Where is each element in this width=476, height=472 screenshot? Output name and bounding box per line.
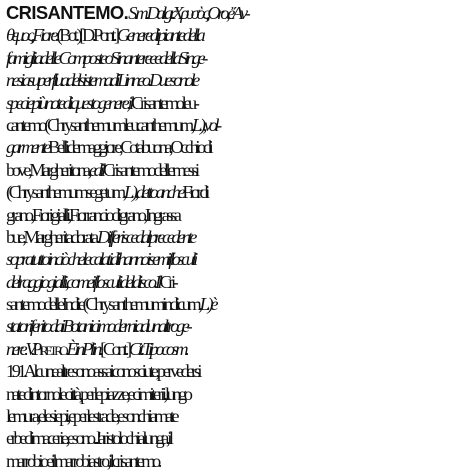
- text-segment: sopratutto in ciò che le calatidi hanno i semiflosculi: [6, 249, 195, 270]
- text-segment: marrobio e il marrobiastro, il crisantemo.: [6, 450, 159, 471]
- text-segment: [Cont.]: [100, 338, 129, 359]
- entry-line: [6, 2, 472, 24]
- entry-line: [6, 405, 472, 427]
- entry-line: [6, 92, 472, 114]
- text-segment: S. m. Dal gr. Χρυσὸς, Oro, e Ἄν-: [128, 3, 248, 23]
- entry-line: [6, 338, 472, 360]
- text-segment: Genere di piante della: [116, 25, 203, 46]
- text-segment: 191. Alcune altre sono assai conosciute, per vedersi: [6, 361, 200, 382]
- entry-line: [6, 136, 472, 158]
- entry-line: [6, 383, 472, 405]
- text-segment: L.) è: [199, 294, 216, 315]
- entry-line: [6, 271, 472, 293]
- text-segment: Crisantemo delle messi: [102, 159, 197, 180]
- dictionary-entry-crisantemo: [6, 2, 472, 472]
- text-segment: .: [65, 338, 67, 359]
- entry-line: [6, 450, 472, 472]
- text-segment: Fior di: [182, 182, 207, 203]
- text-segment: Cit. Tipocosm.: [128, 338, 187, 359]
- text-segment: le mura, e le siepi, e per le strade, e son chiamate: [6, 406, 177, 427]
- entry-line: [6, 24, 472, 46]
- text-segment: L.), detto anche: [123, 182, 183, 203]
- entry-line: [6, 181, 472, 203]
- text-segment: Cri-: [159, 271, 176, 292]
- entry-line: [6, 47, 472, 69]
- entry-line: [6, 159, 472, 181]
- entry-line: [6, 114, 472, 136]
- entry-line: [6, 226, 472, 248]
- text-segment: Crisantemo leu-: [131, 92, 197, 113]
- text-segment: grano, Fiori gialli, Fior rancio di grano, Ingrassa: [6, 204, 179, 225]
- text-segment: del raggio gialli, come i flosculi del disco. Il: [6, 271, 160, 292]
- text-segment: specie più note di questo genere, il: [6, 92, 131, 113]
- text-segment: bue, Margherita dorata.: [6, 226, 98, 247]
- entry-line: [6, 293, 472, 315]
- text-segment: erbe di macerie, e sono... l'aristolochia lunga, il: [6, 428, 171, 449]
- text-segment: (Bot.) [D.Pont.]: [56, 25, 117, 46]
- cross-reference: Piretro: [32, 338, 66, 359]
- entry-line: [6, 204, 472, 226]
- text-segment: cantemo (Chrysanthemum leucanthemum,: [6, 114, 192, 135]
- entry-line: [6, 360, 472, 382]
- text-segment: stato riferito dai Botanici moderni ad un altro ge-: [6, 316, 190, 337]
- entry-line: [6, 69, 472, 91]
- text-segment: Differisce dal precedente: [97, 226, 195, 247]
- text-segment: Bellide maggiore, Cota buona, Occhio di: [47, 137, 211, 158]
- text-segment: santemo delle Indie (Chrysanthemum indicum,: [6, 294, 200, 315]
- entry-line: [6, 248, 472, 270]
- text-segment: L.), vol-: [192, 114, 219, 135]
- text-segment: bove, Margheritona,: [6, 159, 89, 180]
- text-segment: È in Plin.: [66, 338, 101, 359]
- text-segment: θεμος, Fiore.: [6, 25, 57, 46]
- text-segment: (Chrysanthemum segetum,: [6, 182, 124, 203]
- entry-line: [6, 427, 472, 449]
- entry-line: [6, 315, 472, 337]
- headword: CRISANTEMO.: [6, 2, 129, 23]
- text-segment: nate dintorno le città, per le piazze, e cimiterii, lungo: [6, 383, 190, 404]
- text-segment: nere. V.: [6, 338, 33, 359]
- text-segment: nesia superflua del sistema di Linneo. Due sono le: [6, 70, 197, 91]
- text-segment: famiglia delle Composte o Sinanteree e della Singe-: [6, 47, 205, 68]
- text-segment: garmente: [6, 137, 48, 158]
- text-segment: ed il: [88, 159, 103, 180]
